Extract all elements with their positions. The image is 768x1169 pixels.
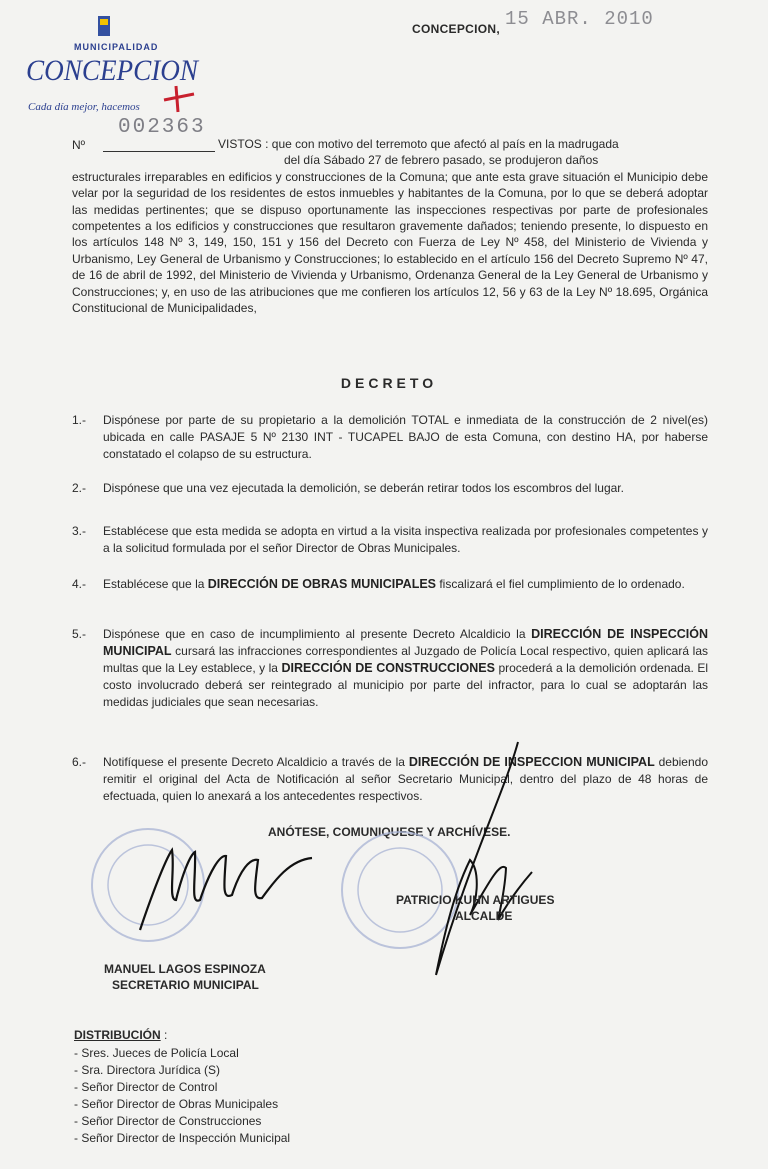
vistos-body: estructurales irreparables en edificios y construcciones de la Comuna; que ante esta grave situación el Municipio debe velar por la seguridad de los residentes de estos inmuebles y habitantes de la Comuna, por lo que se deberá adoptar las medidas pertinentes; que se dispuso oportunamente las inspecciones respectivas por parte de profesionales competentes a los edificios y construcciones que resultaron gravemente dañados; teniendo presente, lo dispuesto en los artículos 148 Nº 3, 149, 150, 151 y 156 del Decreto con Fuerza de Ley Nº 458, del Ministerio de Vivienda y Urbanismo, Ley General de Urbanismo y Construcciones; lo establecido en el artículo 156 del Decreto Supremo Nº 47, de 16 de abril de 1992, del Ministerio de Vivienda y Urbanismo, Ordenanza General de la Ley General de Urbanismo y Construcciones; y, en uso de las atribuciones que me confieren los artículos 12, 56 y 63 de la Ley Nº 18.695, Orgánica Constitucional de Municipalidades,: [72, 169, 708, 316]
document-number-stamp: 002363: [118, 116, 206, 139]
list-item: - Señor Director de Control: [74, 1080, 218, 1094]
vistos-paragraph: [72, 136, 708, 316]
item-number: 6.-: [72, 755, 87, 769]
item-number: 1.-: [72, 413, 87, 427]
mayor-name: PATRICIO KUHN ARTIGUES: [396, 893, 555, 907]
municipal-logo: [24, 14, 204, 124]
date-stamp: 15 ABR. 2010: [505, 8, 654, 30]
bold-entity: DIRECCIÓN DE CONSTRUCCIONES: [281, 661, 495, 675]
decree-item: [72, 626, 708, 711]
item-number: 5.-: [72, 627, 87, 641]
mayor-title: ALCALDE: [455, 909, 513, 923]
item-number: 2.-: [72, 481, 87, 495]
bold-entity: DIRECCIÓN DE INSPECCIÓN MUNICIPAL: [103, 627, 708, 658]
item-text: Establécese que la DIRECCIÓN DE OBRAS MUNICIPALES fiscalizará el fiel cumplimiento de lo ordenado.: [103, 577, 685, 591]
secretary-title: SECRETARIO MUNICIPAL: [112, 978, 259, 992]
plus-cross-icon: [164, 86, 194, 112]
list-item: - Señor Director de Construcciones: [74, 1114, 262, 1128]
logo-graphic: [24, 14, 204, 124]
logo-name-text: CONCEPCION: [26, 54, 200, 87]
decreto-title: DECRETO: [340, 375, 438, 391]
distribution-heading: DISTRIBUCIÓN :: [74, 1028, 168, 1042]
item-text: Dispónese que en caso de incumplimiento al presente Decreto Alcaldicio la DIRECCIÓN DE INSPECCIÓN MUNICIPAL cursará las infracciones correspondientes al Juzgado de Policía Local respectivo, quien aplicará las multas que la Ley establece, y la DIRECCIÓN DE CONSTRUCCIONES procederá a la demolición ordenada. El costo involucrado deberá ser reintegrado al municipio por parte del infractor, para lo cual se adoptarán las medidas judiciales que sean necesarias.: [103, 627, 708, 709]
secretary-signature-icon: [140, 850, 312, 930]
item-text: Dispónese que una vez ejecutada la demolición, se deberán retirar todos los escombros del lugar.: [103, 481, 624, 495]
item-text: Dispónese por parte de su propietario a la demolición TOTAL e inmediata de la construcción de 2 nivel(es) ubicada en calle PASAJE 5 Nº 2130 INT - TUCAPEL BAJO de esta Comuna, con destino HA, por haberse constatado el colapso de su estructura.: [103, 413, 708, 461]
place-label: CONCEPCION,: [412, 22, 500, 36]
list-item: - Señor Director de Obras Municipales: [74, 1097, 279, 1111]
item-text: Notifíquese el presente Decreto Alcaldicio a través de la DIRECCIÓN DE INSPECCION MUNICIPAL debiendo remitir el original del Acta de Notificación al señor Secretario Municipal, dentro del plazo de 48 horas de efectuada, quien lo anexará a los antecedentes respectivos.: [103, 755, 708, 803]
logo-slogan-text: Cada día mejor, hacemos: [28, 101, 140, 113]
number-label: Nº: [72, 138, 86, 152]
decree-item: [72, 523, 708, 557]
secretary-name: MANUEL LAGOS ESPINOZA: [104, 962, 266, 976]
closing-formula: ANÓTESE, COMUNIQUESE Y ARCHÍVESE.: [268, 825, 511, 839]
list-item: - Sres. Jueces de Policía Local: [74, 1046, 239, 1060]
distribution-list: [74, 1045, 290, 1147]
list-item: - Señor Director de Inspección Municipal: [74, 1131, 291, 1145]
item-text: Establécese que esta medida se adopta en virtud a la visita inspectiva realizada por profesionales competentes y a la solicitud formulada por el señor Director de Obras Municipales.: [103, 524, 708, 555]
logo-municipalidad-text: MUNICIPALIDAD: [74, 42, 159, 52]
item-number: 4.-: [72, 577, 87, 591]
bold-entity: DIRECCIÓN DE OBRAS MUNICIPALES: [207, 577, 437, 591]
decree-item: [72, 480, 708, 497]
list-item: - Sra. Directora Jurídica (S): [74, 1063, 221, 1077]
item-number: 3.-: [72, 524, 87, 538]
secretary-seal-icon: [92, 829, 204, 941]
mayor-seal-icon: [342, 832, 458, 948]
decree-item: [72, 576, 708, 593]
decree-item: [72, 754, 708, 805]
vistos-line-1: VISTOS : que con motivo del terremoto que afectó al país en la madrugada: [218, 137, 619, 151]
vistos-line-2: del día Sábado 27 de febrero pasado, se produjeron daños: [284, 153, 599, 168]
decree-item: [72, 412, 708, 463]
bold-entity: DIRECCIÓN DE INSPECCION MUNICIPAL: [408, 755, 655, 769]
